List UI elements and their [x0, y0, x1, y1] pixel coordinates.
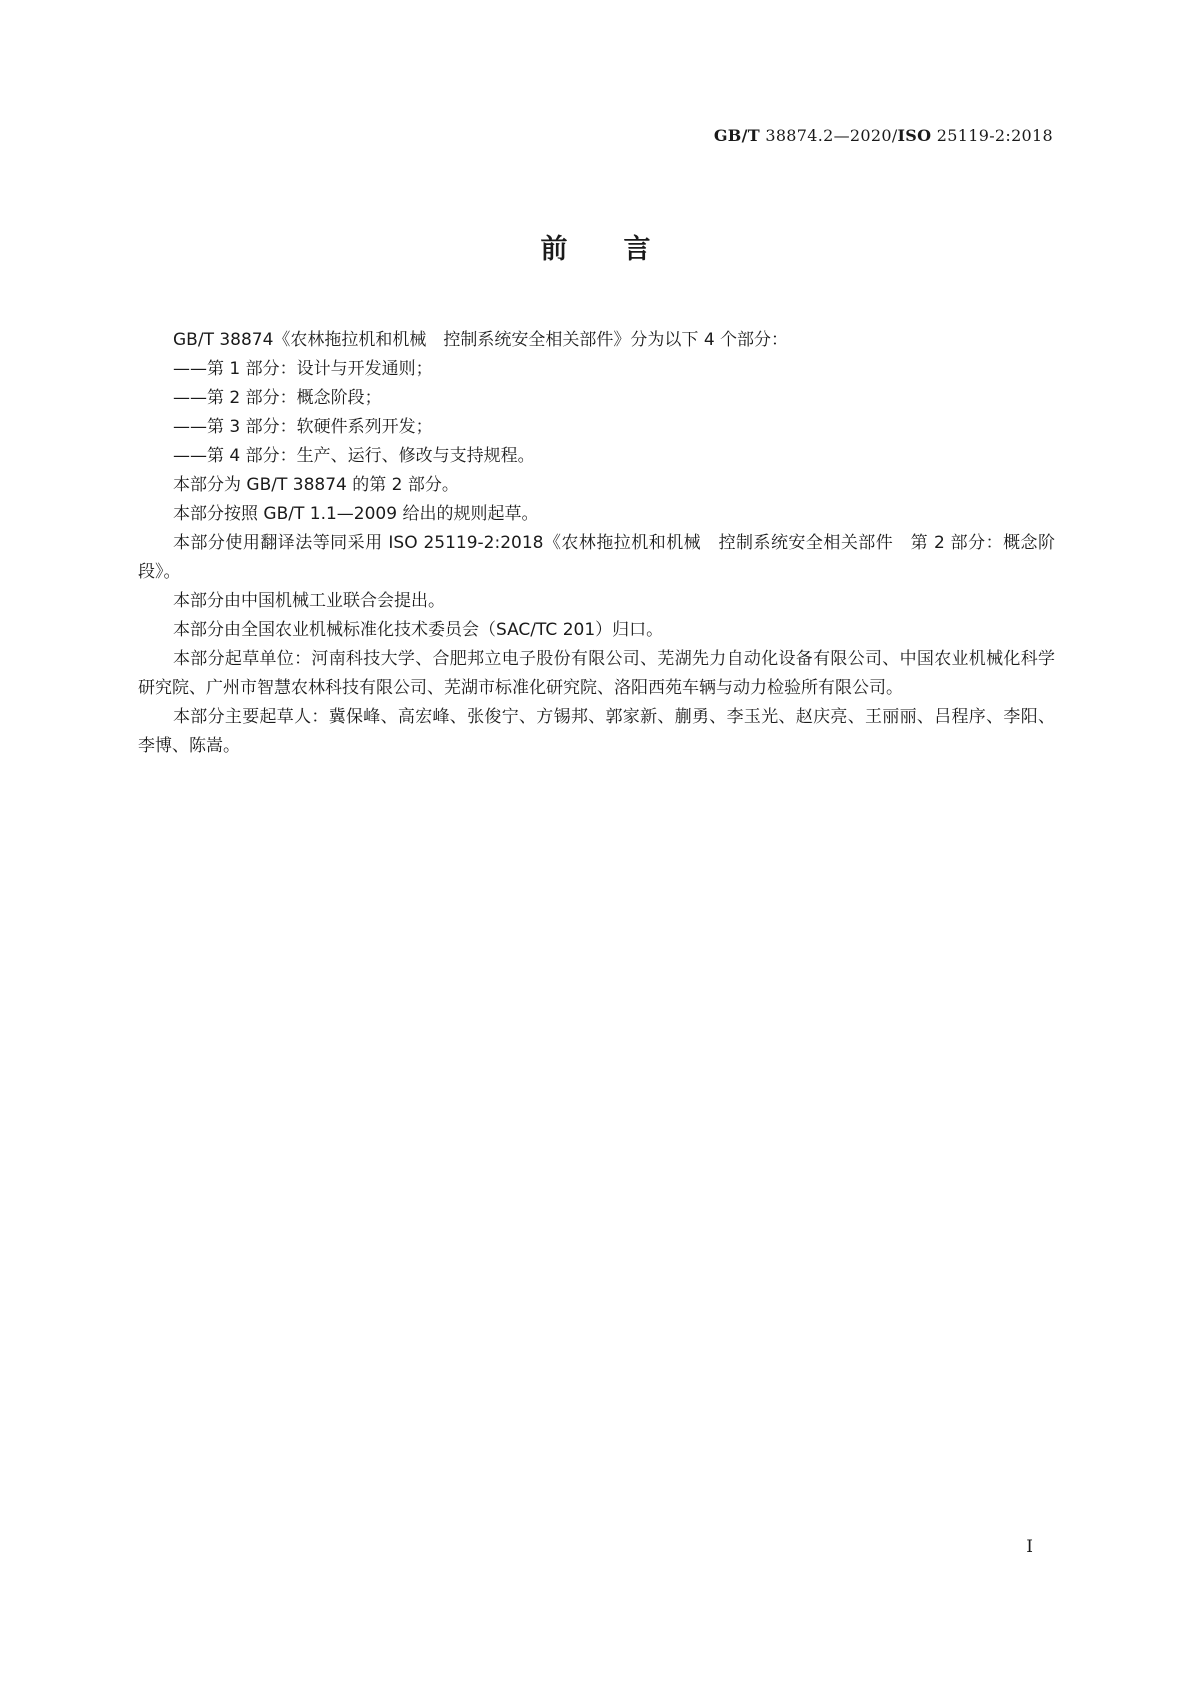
paragraph-adoption: 本部分使用翻译法等同采用 ISO 25119-2:2018《农林拖拉机和机械 控制系统安全相关部件 第 2 部分：概念阶段》。 — [138, 533, 1055, 582]
paragraph-intro: GB/T 38874《农林拖拉机和机械 控制系统安全相关部件》分为以下 4 个部分： — [173, 330, 789, 350]
list-item-part-4: ——第 4 部分：生产、运行、修改与支持规程。 — [173, 446, 535, 466]
page-title: 前言 — [540, 234, 707, 265]
foreword-body — [138, 326, 1055, 761]
standard-code-iso-number: 25119-2:2018 — [931, 126, 1053, 145]
paragraph-committee: 本部分由全国农业机械标准化技术委员会（SAC/TC 201）归口。 — [173, 620, 664, 640]
standard-code-number: 38874.2—2020/ — [759, 126, 898, 145]
paragraph-drafting-rules: 本部分按照 GB/T 1.1—2009 给出的规则起草。 — [173, 504, 539, 524]
paragraph-proposer: 本部分由中国机械工业联合会提出。 — [173, 591, 445, 611]
list-item-part-1: ——第 1 部分：设计与开发通则； — [173, 359, 433, 379]
page-number: I — [1026, 1537, 1033, 1557]
paragraph-drafters: 本部分主要起草人：冀保峰、高宏峰、张俊宁、方锡邦、郭家新、蒯勇、李玉光、赵庆亮、王丽丽、吕程序、李阳、李博、陈嵩。 — [138, 707, 1055, 756]
paragraph-drafting-units: 本部分起草单位：河南科技大学、合肥邦立电子股份有限公司、芜湖先力自动化设备有限公司、中国农业机械化科学研究院、广州市智慧农林科技有限公司、芜湖市标准化研究院、洛阳西苑车辆与动力检验所有限公司。 — [138, 649, 1055, 698]
standard-code-prefix: GB/T — [713, 126, 760, 145]
list-item-part-2: ——第 2 部分：概念阶段； — [173, 388, 382, 408]
standard-code-iso: ISO — [897, 126, 932, 145]
paragraph-part-statement: 本部分为 GB/T 38874 的第 2 部分。 — [173, 475, 459, 495]
standard-code — [714, 126, 1053, 145]
list-item-part-3: ——第 3 部分：软硬件系列开发； — [173, 417, 433, 437]
